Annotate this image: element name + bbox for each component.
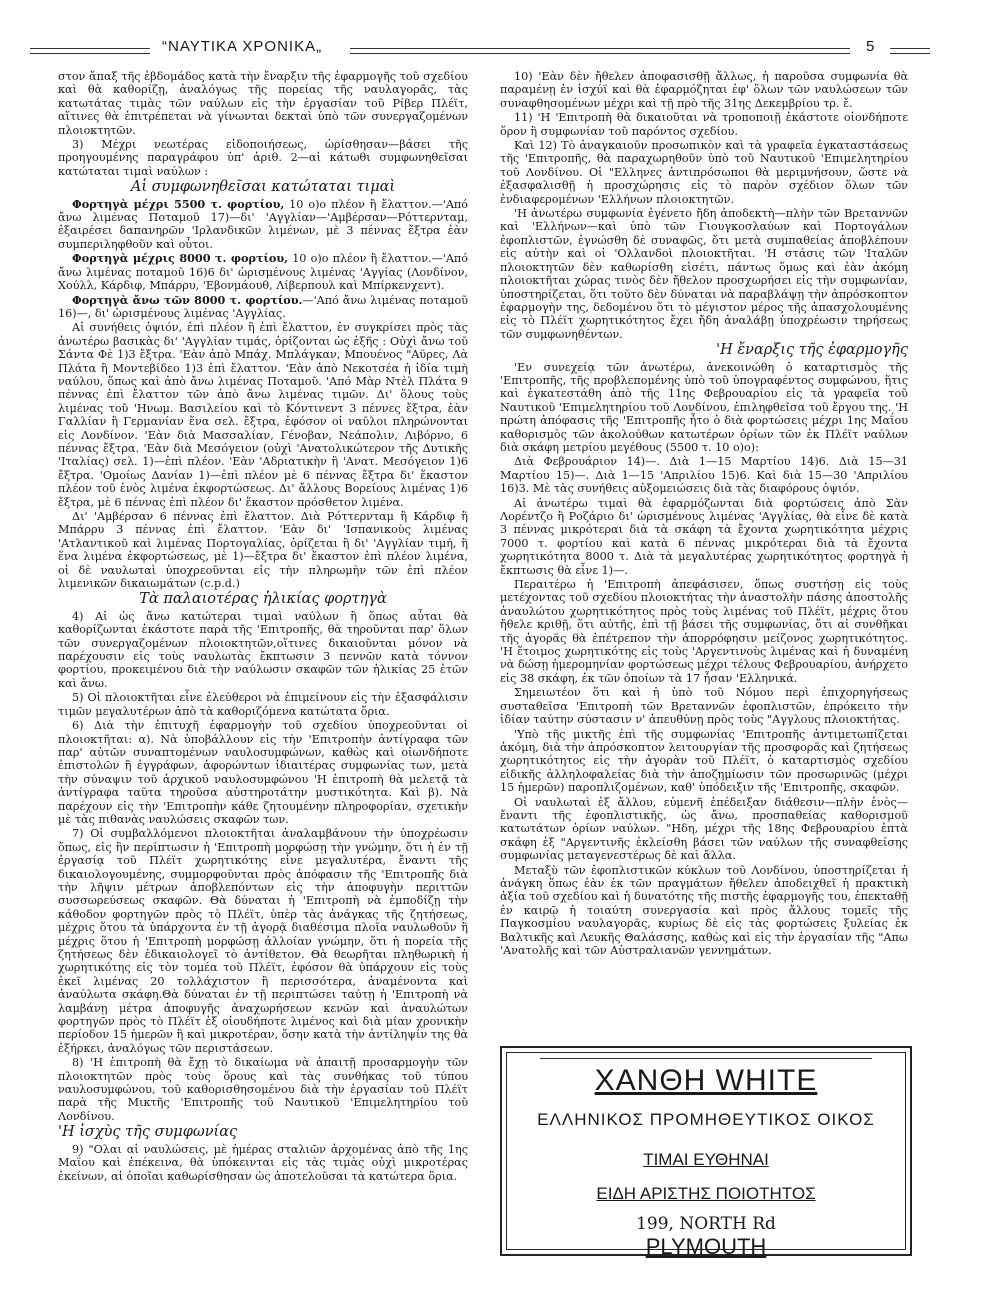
paragraph: Μεταξὺ τῶν ἐφοπλιστικῶν κύκλων τοῦ Λονδίνου, ὑποστηρίζεται ἡ ἀνάγκη ὅπως ἐὰν ἐκ τῶν πραγμάτων ἤθελεν ἀποδειχθεῖ ἡ πρακτικὴ ἀξία τοῦ σχεδίου καὶ ἡ δυνατότης τῆς πιστῆς ἐφαρμογῆς του, ἐπεκταθῇ ἐν καιρῷ ἡ τοιαύτη συνεργασία καὶ πρὸς ἄλλους τομεῖς τῆς Παγκοσμίου ναυλαγορᾶς, κυρίως δὲ εἰς τὰς φορτώσεις ξυλείας ἐκ Βαλτικῆς καὶ Λευκῆς Θαλάσσης, καθὼς καὶ εἰς τὴν ἐργασίαν τῆς "Απω 'Ανατολῆς καὶ τῶν Αὐστραλιανῶν γεννημάτων. <box>500 863 908 957</box>
ad-slogan-prices: ΤΙΜΑΙ ΕΥΘΗΝΑΙ <box>643 1150 769 1169</box>
paragraph <box>58 294 468 321</box>
publication-title: “ΝΑΥΤΙΚΑ ΧΡΟΝΙΚΑ„ <box>156 38 328 55</box>
paragraph: 'Η ἀνωτέρω συμφωνία ἐγένετο ἤδη ἀποδεκτὴ—πλὴν τῶν Βρεταννῶν καὶ 'Ελλήνων—καὶ ὑπὸ τῶν Γιουγκοσλαύων καὶ Πορτογάλων ἐφοπλιστῶν, ἐγνώσθη δὲ συναφῶς, ὅτι μετὰ συμπαθείας ἀποβλέπουν εἰς αὐτὴν καὶ οἱ 'Ολλανδοὶ πλοιοκτῆται. 'Η στάσις τῶν 'Ιταλῶν πλοιοκτητῶν δὲν καθωρίσθη εἰσέτι, πάντως ὅμως καὶ ἐὰν ἀκόμη πλοιοκτῆται χώρας τινὸς δὲν ἤθελον προσχωρήσει εἰς τὴν συμφωνίαν, ὑποστηρίζεται, ὅτι τοῦτο δὲν δύναται νὰ παραβλάψῃ τὴν ἀπρόσκοπτον ἐφαρμογὴν της, δεδομένου ὅτι τὸ μέγιστον μέρος τῆς ἀπασχολουμένης εἰς τὸ Πλέϊτ χωρητικότητος ἔχει ἤδη ἀναλάβῃ ὑποχρέωσιν τηρήσεως τῶν συμφωνηθέντων. <box>500 207 908 341</box>
section-heading: Τὰ παλαιοτέρας ἡλικίας φορτηγὰ <box>139 591 387 608</box>
header-rule-left <box>30 48 150 54</box>
page-header <box>30 38 930 62</box>
section-heading: 'Η ἰσχὺς τῆς συμφωνίας <box>58 1124 238 1141</box>
paragraph: Αἱ ἀνωτέρω τιμαὶ θὰ ἐφαρμόζωνται διὰ φορτώσεις ἀπὸ Σὰν Λορέντζο ἢ Ροζάριο δι' ὡρισμένους λιμένας 'Αγγλίας, θὰ εἶνε δὲ κατὰ 3 πέννας μικρότεραι διὰ τὰ σκάφη τὰ ἔχοντα χωρητικότητα μέχρις 7000 τ. φορτίου καὶ κατὰ 6 πέννας μικρότεραι διὰ τὰ ἔχοντα χωρητικότητα 8000 τ. Διὰ τὰ μεγαλυτέρας χωρητικότητος φορτηγὰ ἡ ἔκπτωσις θὰ εἶνε 1)—. <box>500 496 908 577</box>
paragraph-text: —'Από ἄνω λιμένας ποταμοῦ 16)—, δι' ὡρισμένους λιμένας 'Αγγλίας. <box>58 293 468 320</box>
paragraph: Καὶ 12) Τὸ ἀναγκαιοῦν προσωπικὸν καὶ τὰ γραφεῖα ἐγκαταστάσεως τῆς 'Επιτροπῆς, θὰ παραχωρηθοῦν ὑπὸ τοῦ Ναυτικοῦ 'Επιμελητηρίου τοῦ Λονδίνου. Οἱ "Ελληνες ἀντιπρόσωποι θὰ μεριμνήσουν, ὥστε νὰ ἐξασφαλισθῇ ἡ προσχώρησις εἰς τὸ παρὸν σχέδιον ὅλων τῶν ἐνδιαφερομένων 'Ελλήνων πλοιοκτητῶν. <box>500 139 908 206</box>
header-rule-right <box>890 48 930 54</box>
advertisement-box <box>500 1046 912 1259</box>
ad-decor-rule <box>540 1058 872 1059</box>
paragraph-text: 10 ο)ο πλέον ἢ ἔλαττον.—'Από ἄνω λιμένας ποταμοῦ 16)6 δι' ὡρισμένους λιμένας 'Αγγίας (Λονδίνον, Χούλλ, Κάρδιφ, Μπάρρυ, 'Εβονμάουθ, Λίβερπουλ καὶ Μπίρκενχεντ). <box>58 252 468 293</box>
paragraph: 3) Μέχρι νεωτέρας εἰδοποιήσεως, ὡρίσθησαν—βάσει τῆς προηγουμένης παραγράφου ὑπ' ἀριθ. 2—αἱ κάτωθι συμφωνηθεῖσαι κατώταται τιμαὶ ναύλων : <box>58 138 468 178</box>
paragraph: 5) Οἱ πλοιοκτῆται εἶνε ἐλεύθεροι νὰ ἐπιμείνουν εἰς τὴν ἐξασφάλισιν τιμῶν μεγαλυτέρων ἀπὸ τὰ καθοριζόμενα κατώτατα ὅρια. <box>58 691 468 718</box>
paragraph: Περαιτέρω ἡ 'Επιτροπὴ ἀπεφάσισεν, ὅπως συστήσῃ εἰς τοὺς μετέχοντας τοῦ σχεδίου πλοιοκτήτας τὴν ἀναστολὴν πάσης ἀποστολῆς ἀναυλώτου χωρητικότητος πρὸς τοὺς λιμένας τοῦ Πλέϊτ, μέχρις ὅτου ἤθελε κριθῇ, ὅτι αὐτῆς, ἐπὶ τῇ βάσει τῆς συμφωνίας, ὅτι αἱ συνθῆκαι τῆς ἀγορᾶς θὰ ἐπέτρεπον τὴν ἀπορρόφησιν μείζονος χωρητικότητος. 'Η ἕτοιμος χωρητικότης εἰς τοὺς 'Αργεντινοὺς λιμένας καὶ ἡ δυναμένη νὰ δώσῃ ἡμερομηνίαν φορτώσεως μέχρι τέλους Φεβρουαρίου, ἀνήρχετο εἰς 38 σκάφη, ἐκ τῶν ὁποίων τὰ 17 ἦσαν 'Ελληνικά. <box>500 578 908 685</box>
ad-slogan-quality: ΕΙΔΗ ΑΡΙΣΤΗΣ ΠΟΙΟΤΗΤΟΣ <box>596 1184 816 1203</box>
paragraph: Διὰ Φεβρουάριον 14)—. Διὰ 1—15 Μαρτίου 14)6. Διὰ 15—31 Μαρτίου 15)—. Διὰ 1—15 'Απριλίου 15)6. Καὶ διὰ 15—30 'Απριλίου 16)3. Μὲ τὰς συνήθεις αὐξομειώσεις διὰ τὰς διαφόρους ὀψιόν. <box>500 455 908 496</box>
paragraph: Οἱ ναυλωταὶ ἐξ ἄλλου, εὐμενῆ ἐπέδειξαν διάθεσιν—πλὴν ἑνὸς—ἔναντι τῆς ἐφοπλιστικῆς, ὡς ἄνω, προσπαθείας καθορισμοῦ κατωτάτων ὁρίων ναύλων. "Ηδη, μέχρι τῆς 18ης Φεβρουαρίου ἐπτὰ σκάφη ἐξ "Αργεντινῆς ἐκλείσθη βάσει τῶν ναύλων τῆς συναφθείσης συμφωνίας μεταγενεστέρως δὲ καὶ ἄλλα. <box>500 795 908 863</box>
paragraph: 'Υπὸ τῆς μικτῆς ἐπὶ τῆς συμφωνίας 'Επιτροπῆς ἀντιμετωπίζεται ἀκόμη, διὰ τὴν ἀπρόσκοπτον λειτουργίαν τῆς προσφορᾶς καὶ ζητήσεως χωρητικότητος εἰς τὴν ἀγορὰν τοῦ Πλέϊτ, ὁ καταρτισμὸς σχεδίου εἰδικῆς ἀλληλοφαλείας διὰ τὴν ἀποζημίωσιν τῶν προσωρινῶς (μέχρι 15 ἡμερῶν) παροπλιζομένων, καθ' ὑπόδειξιν τῆς 'Επιτροπῆς, σκαφῶν. <box>500 727 908 795</box>
paragraph: 8) 'Η ἐπιτροπὴ θὰ ἔχῃ τὸ δικαίωμα νὰ ἀπαιτῇ προσαρμογὴν τῶν πλοιοκτητῶν πρὸς τοὺς ὅρους καὶ τὰς συνθήκας τοῦ τύπου ναυλοσυμφώνου, τοῦ καθορισθησομένου διὰ τὴν ἐργασίαν τοῦ Πλέϊτ παρὰ τῆς Μικτῆς 'Επιτροπῆς τοῦ Ναυτικοῦ 'Επιμελητηρίου τοῦ Λονδίνου. <box>58 1056 468 1123</box>
paragraph: 9) "Ολαι αἱ ναυλώσεις, μὲ ἡμέρας σταλιῶν ἀρχομένας ἀπὸ τῆς 1ης Μαΐου καὶ ἐπέκεινα, θὰ ὑπόκεινται εἰς τὰς τιμὰς οὐχὶ μικροτέρας ἐκείνων, αἱ ὁποῖαι καθωρίσθησαν ὡς ἀποτελοῦσαι τὰ κατώτερα ὅρια. <box>58 1142 468 1183</box>
ad-company-type: ΕΛΛΗΝΙΚΟΣ ΠΡΟΜΗΘΕΥΤΙΚΟΣ ΟΙΚΟΣ <box>537 1110 875 1129</box>
section-heading: Αἱ συμφωνηθεῖσαι κατώταται τιμαὶ <box>130 179 396 196</box>
paragraph-lead: Φορτηγὰ μέχρις 8000 τ. φορτίου, <box>72 251 289 266</box>
header-rule-middle <box>350 48 850 54</box>
paragraph: 11) 'Η 'Επιτροπὴ θὰ δικαιοῦται νὰ τροποποιῇ ἑκάστοτε οἱονδήποτε ὅρον ἢ συμφωνίαν τοῦ παρόντος σχεδίου. <box>500 111 908 138</box>
paragraph-lead: Φορτηγὰ μέχρι 5500 τ. φορτίου, <box>72 196 285 211</box>
paragraph: Σημειωτέον ὅτι καὶ ἡ ὑπὸ τοῦ Νόμου περὶ ἐπιχορηγήσεως συσταθεῖσα 'Επιτροπὴ τῶν Βρεταννῶν ἐφοπλιστῶν, ἐπρόκειτο τὴν ἰδίαν ταύτην σύστασιν ν' ἀπευθύνῃ πρὸς τοὺς "Αγγλους πλοιοκτήτας. <box>500 686 908 727</box>
paragraph: 'Εν συνεχείᾳ τῶν ἀνωτέρω, ἀνεκοινώθη ὁ καταρτισμὸς τῆς 'Επιτροπῆς, τῆς προβλεπομένης ὑπὸ τοῦ ὑπογραφέντος συμφώνου, ἥτις καὶ ἐγκατεστάθη ἀπὸ τῆς 11ης Φεβρουαρίου εἰς τὰ γραφεῖα τοῦ Ναυτικοῦ 'Επιμελητηρίου τοῦ Λονδίνου, ἐπιληφθεῖσα τοῦ ἔργου της. 'Η πρώτη ἀπόφασις τῆς 'Επιτροπῆς ἦτο ὁ διὰ φορτώσεις μέχρι 1ης Μαΐου καθορισμὸς τῶν ἀκολούθων κατωτέρων ὁρίων τῶν ἐκ Πλέϊτ ναύλων διὰ σκάφη μετρίου μεγέθους (5500 τ. 10 ο)ο): <box>500 360 908 454</box>
paragraph: 7) Οἱ συμβαλλόμενοι πλοιοκτῆται ἀναλαμβάνουν τὴν ὑποχρέωσιν ὅπως, εἰς ἣν περίπτωσιν ἡ 'Επιτροπὴ μορφώσῃ τὴν γνώμην, ὅτι ἡ ἐν τῇ ἐργασίᾳ τοῦ Πλέϊτ χωρητικότης εἶνε μεγαλυτέρα, ἔναντι τῆς δικαιολογουμένης, συμμορφοῦνται πρὸς ἀπόφασιν τῆς 'Επιτροπῆς διὰ τὴν λῆψιν μέτρων ἀποβλεπόντων εἰς τὴν ἀποφυγὴν περιττῶν συσσωρεύσεως σκαφῶν. Θὰ δύναται ἡ 'Επιτροπὴ νὰ ἐμποδίζῃ τὴν κάθοδον φορτηγῶν πρὸς τὸ Πλέϊτ, ὑπὲρ τὰς ἀνάγκας τῆς ζητήσεως, μέχρις ὅτου τὰ ὑπάρχοντα ἐν τῇ ἀγορᾷ διαθέσιμα πλοῖα ναυλωθοῦν ἢ μέχρις ὅτου ἡ 'Επιτροπὴ μορφώσῃ ἀλλοίαν γνώμην, ὅτι ἡ πορεία τῆς ζητήσεως δὲν ἐδικαιολογεῖ τὸ ἀντίθετον. Θὰ θεωρῆται πληθωρικὴ ἡ χωρητικότης εἰς τὸν τομέα τοῦ Πλέϊτ, ἐφόσον θὰ ὑπάρχουν εἰς τοὺς ἐκεῖ λιμένας 20 τολλάχιστον ἢ περισσότερα, ἀναμένοντα καὶ ἀναύλωτα σκάφη.Θὰ δύναται ἐν τῇ περιπτώσει ταύτῃ ἡ 'Επιτροπὴ νὰ λαμβάνῃ μέτρα ἀποφυγῆς ἀναχωρήσεων κενῶν καὶ ἀναυλώτων φορτηγῶν πρὸς τὸ Πλέϊτ ἐξ οἱουδήποτε λιμένος καὶ διὰ μίαν χρονικὴν περίοδον 15 ἡμερῶν ἢ καὶ μικροτέραν, ὅσην κατὰ τὴν ἀντίληψίν της θὰ ἐξήρκει, ἀναλόγως τῶν περιστάσεων. <box>58 827 468 1055</box>
ad-company-name: ΧΑΝΘΗ WHITE <box>594 1064 818 1097</box>
paragraph-text: 10 ο)ο πλέον ἢ ἔλαττον.—'Από ἄνω λιμένας Ποταμοῦ 17)—δι' 'Αγγλίαν—'Αμβέρσαν—Ρόττερνταμ, ἐξαιρέσει δαπανηρῶν 'Ιρλανδικῶν λιμένων, μὲ 3 πέννας ἔξτρα ἐὰν συμπεριληφθοῦν καὶ οὗτοι. <box>58 197 468 251</box>
paragraph: Αἱ συνήθεις ὀψιόν, ἐπὶ πλέον ἢ ἐπὶ ἔλαττον, ἐν συγκρίσει πρὸς τὰς ἀνωτέρω βασικὰς δι' 'Αγγλίαν τιμάς, ὁρίζονται ὡς ἑξῆς : Οὐχὶ ἄνω τοῦ Σάντα Φὲ 1)3 ἔξτρα. 'Εὰν ἀπὸ Μπάχ. Μπλάγκαν, Μπουένος "Αϋρες, Λὰ Πλάτα ἢ Μοντεβίδεο 1)3 ἐπὶ ἔλαττον. 'Εὰν ἀπὸ Νεκοτσέα ἡ ἰδία τιμὴ ναύλου, ὅπως καὶ ἀπὸ ἄνω λιμένας Ποταμοῦ. 'Από Μὰρ Ντὲλ Πλάτα 9 πέννας ἐπὶ ἔλαττον τῶν ἀπὸ ἄνω λιμένας τιμῶν. Δι' ὅλους τοὺς λιμένας τοῦ 'Ηνωμ. Βασιλείου καὶ τὸ Κόντινεντ 3 πέννες ἔξτρα, ἐὰν Γαλλίαν ἢ Γερμανίαν ἕνα σελ. ἔξτρα, ἐφόσον οἱ ναῦλοι πληρώνονται εἰς Λονδίνον. 'Εὰν διὰ Μασσαλίαν, Γένοβαν, Νεάπολιν, Λιβόρνο, 6 πέννας ἔξτρα. 'Εὰν διὰ Μεσόγειον (οὐχὶ 'Ανατολικώτερον τῆς Δυτικῆς 'Ιταλίας) σελ. 1)—ἐπὶ πλέον. 'Εὰν 'Αδριατικὴν ἢ 'Ανατ. Μεσόγειον 1)6 ἔξτρα. 'Ομοίως Δανίαν 1)—ἐπὶ πλέον μὲ 6 πέννας ἔξτρα δι' ἕκαστον πλέον τοῦ ἑνὸς λιμένα ἐκφορτώσεως. Δι' ἄλλους Βορείους λιμένας 1)6 ἔξτρα, μὲ 6 πέννας ἐπὶ πλέον δι' ἕκαστον πρόσθετον λιμένα. <box>58 321 468 509</box>
ad-street-address: 199, NORTH Rd <box>636 1214 776 1234</box>
ad-city: PLYMOUTH <box>645 1234 767 1259</box>
section-heading: 'Η ἔναρξις τῆς ἐφαρμογῆς <box>716 342 908 359</box>
paragraph: στον ἅπαξ τῆς ἑβδομάδος κατὰ τὴν ἔναρξιν τῆς ἐφαρμογῆς τοῦ σχεδίου καὶ θὰ καθορίζῃ, ἀναλόγως τῆς πορείας τῆς ναυλαγορᾶς, τὰς κατωτάτας τιμὰς τῶν ναύλων εἰς τὴν ἐργασίαν τοῦ Ρίβερ Πλέϊτ, αἵτινες θὰ ἐπιτρέπεται νὰ γίνωνται δεκταὶ ὑπὸ τῶν συνεργαζομένων πλοιοκτητῶν. <box>58 70 468 137</box>
page-number: 5 <box>860 38 880 55</box>
paragraph: Δι' 'Αμβέρσαν 6 πέννας ἐπὶ ἔλαττον. Διὰ Ρόττερνταμ ἢ Κάρδιφ ἢ Μπάρρυ 3 πέννας ἐπὶ ἔλαττον. 'Εὰν δι' 'Ισπανικοὺς λιμένας 'Ατλαντικοῦ καὶ λιμένας Πορτογαλίας, ὁρίζεται ἢ δι' 'Αγγλίαν τιμή, ἢ ἕνα λιμένα ἐκφορτώσεως, μὲ 1)—ἔξτρα δι' ἕκαστον ἐπὶ πλέον λιμένα, οἱ δὲ ναυλωταὶ ὑποχρεοῦνται εἰς τὴν πληρωμὴν τῶν ἐπὶ πλέον λιμενικῶν δικαιωμάτων (c.p.d.) <box>58 510 468 591</box>
right-column <box>500 70 908 958</box>
left-column <box>58 70 468 1184</box>
paragraph: 10) 'Εὰν δὲν ἤθελεν ἀποφασισθῇ ἄλλως, ἡ παροῦσα συμφωνία θὰ παραμένῃ ἐν ἰσχύϊ καὶ θὰ ἐφαρμόζηται ἐφ' ὅλων τῶν ναυλώσεων τῶν συναφθησομένων μέχρι καὶ τῇ πρὸ τῆς 31ης Δεκεμβρίου τρ. ἔ. <box>500 70 908 110</box>
paragraph <box>58 198 468 252</box>
paragraph <box>58 252 468 292</box>
paragraph: 6) Διὰ τὴν ἐπιτυχῆ ἐφαρμογὴν τοῦ σχεδίου ὑποχρεοῦνται οἱ πλοιοκτῆται: α). Νὰ ὑποβάλλουν εἰς τὴν 'Επιτροπὴν ἀντίγραφα τῶν παρ' αὐτῶν συναπτομένων ναυλοσυμφώνων, καθὼς καὶ οἱωνδήποτε ἐπιστολῶν ἢ ἐγγράφων, ἀφορώντων ἰδιαιτέρας συμφωνίας των, μετὰ τὴν σύναψιν τοῦ ἀρχικοῦ ναυλοσυμφώνου 'Η ἐπιτροπὴ θὰ μελετᾷ τὰ ἀντίγραφα ταῦτα τηροῦσα αὐστηροτάτην μυστικότητα. Καὶ β). Νὰ παρέχουν εἰς τὴν 'Επιτροπὴν κάθε ζητουμένην πληροφορίαν, σχετικὴν μὲ τὰς πιθανὰς ναυλώσεις σκαφῶν των. <box>58 719 468 826</box>
paragraph: 4) Αἱ ὡς ἄνω κατώτεραι τιμαὶ ναύλων ἢ ὅπως αὗται θὰ καθορίζωνται ἑκάστοτε παρὰ τῆς 'Επιτροπῆς, θὰ τηροῦνται παρ' ὅλων τῶν συνεργαζομένων πλοιοκτητῶν,οἵτινες δικαιοῦνται μόνον νὰ παρέχουσιν εἰς τοὺς ναυλωτὰς ἔκπτωσιν 3 πεννῶν κατὰ τόννον φορτίου, προκειμένου διὰ τὴν ναύλωσιν σκαφῶν τῶν ἡλικίας 25 ἐτῶν καὶ ἄνω. <box>58 609 468 690</box>
paragraph-lead: Φορτηγὰ ἄνω τῶν 8000 τ. φορτίου. <box>72 292 303 307</box>
